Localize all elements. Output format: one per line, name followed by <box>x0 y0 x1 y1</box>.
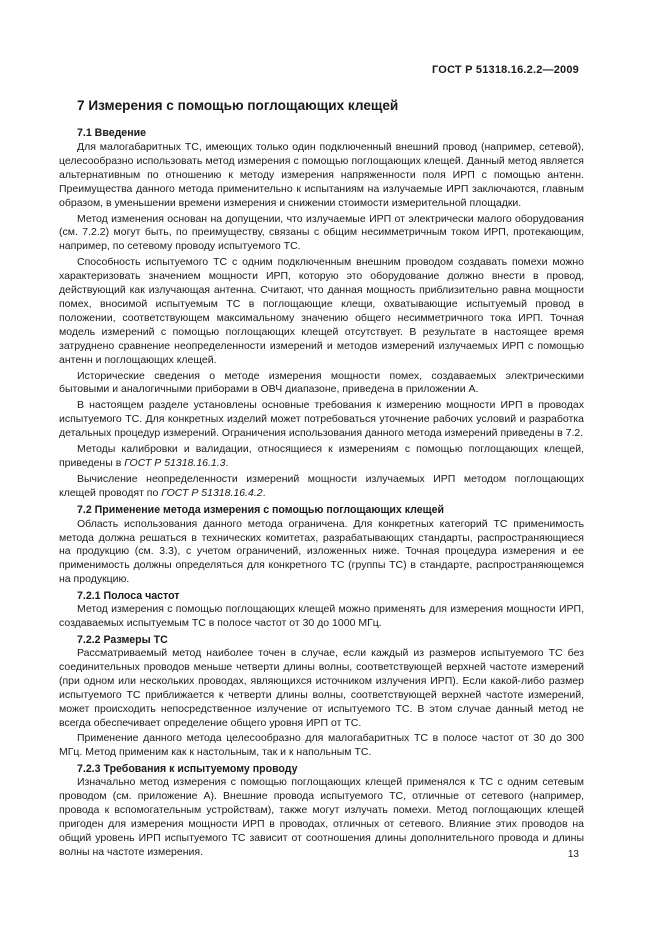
paragraph-with-reference <box>59 473 584 501</box>
paragraph: Область использования данного метода ограничена. Для конкретных категорий ТС применимость метода должна решаться в технических комитетах, разрабатывающих стандарты, распространяющиеся на продукцию (см. 3.3), с учетом ограничений, изложенных ниже. Точная процедура измерения и ее применимость должны определяться для конкретного ТС (группы ТС) в стандарте, распространяющемся на продукцию. <box>59 517 584 586</box>
section-7-2-3-title: 7.2.3 Требования к испытуемому проводу <box>77 763 298 776</box>
paragraph: Применение данного метода целесообразно для малогабаритных ТС в полосе частот от 30 до 300 МГц. Метод применим как к настольным, так и к напольным ТС. <box>59 732 584 759</box>
section-7-2-title: 7.2 Применение метода измерения с помощью поглощающих клещей <box>77 503 445 516</box>
paragraph-with-reference <box>59 443 584 471</box>
paragraph: Метод измерения с помощью поглощающих клещей можно применять для измерения мощности ИРП, создаваемых испытуемым ТС в полосе частот от 30 до 1000 МГц. <box>59 603 584 630</box>
standard-reference: ГОСТ Р 51318.16.1.3 <box>124 456 226 469</box>
section-7-2-1-title: 7.2.1 Полоса частот <box>77 590 180 603</box>
section-7-2-2-title: 7.2.2 Размеры ТС <box>77 634 168 646</box>
paragraph-text: Методы калибровки и валидации, относящиеся к измерениям с помощью поглощающих клещей, приведены в <box>59 443 584 469</box>
paragraph: В настоящем разделе установлены основные требования к измерению мощности ИРП в проводах испытуемого ТС. Для конкретных изделий может потребоваться уточнение рабочих условий и разработка детальных процедур измерений. Ограничения использования данного метода измерений приведены в 7.2. <box>59 399 584 440</box>
paragraph-text: . <box>225 456 229 469</box>
section-7-1-title: 7.1 Введение <box>77 127 147 139</box>
standard-reference: ГОСТ Р 51318.16.4.2 <box>161 486 263 499</box>
paragraph: Изначально метод измерения с помощью поглощающих клещей применялся к ТС с одним сетевым проводом (см. приложение А). Внешние провода испытуемого ТС, отличные от сетевого (например, провода к вспомогательным устройствам), также могут излучать помехи. Метод поглощающих клещей пригоден для измерения мощности ИРП в проводах, отличных от сетевого. Влияние этих проводов на общий уровень ИРП испытуемого ТС зависит от соотношения длины дополнительного провода и длины волны на частоте измерения. <box>59 776 584 858</box>
paragraph: Рассматриваемый метод наиболее точен в случае, если каждый из размеров испытуемого ТС без соединительных проводов меньше четверти длины волны, соответствующей верхней частоте измерений (при одном или нескольких проводах, являющихся источником излучения ИРП). Если какой-либо размер испытуемого ТС приближается к четверти длины волны, соответствующей верхней частоте измерений, может происходить непосредственное излучение от испытуемого ТС. В этом случае данный метод не всегда обеспечивает определение общего уровня ИРП от ТС. <box>59 647 584 729</box>
paragraph: Способность испытуемого ТС с одним подключенным внешним проводом создавать помехи можно характеризовать значением мощности ИРП, которую это оборудование должно внести в провод, действующий как излучающая антенна. Считают, что данная мощность приблизительно равна мощности помех, вносимой испытуемым ТС в поглощающие клещи, охватывающие испытуемый провод в положении, соответствующем максимальному значению общего несимметричного тока ИРП. Точная модель измерений с помощью поглощающих клещей отсутствует. В результате в настоящее время затруднено сравнение неопределенности измерений и методов измерений излучаемых ИРП с помощью антенн и поглощающих клещей. <box>59 256 584 366</box>
page-content <box>59 97 584 862</box>
page-number: 13 <box>567 849 579 860</box>
paragraph-text: Вычисление неопределенности измерений мощности излучаемых ИРП методом поглощающих клещей проводят по <box>59 472 584 499</box>
section-7-title: 7 Измерения с помощью поглощающих клещей <box>77 98 399 113</box>
document-header-id: ГОСТ Р 51318.16.2.2—2009 <box>432 64 579 76</box>
paragraph-text: . <box>262 486 266 499</box>
paragraph: Метод изменения основан на допущении, что излучаемые ИРП от электрически малого оборудования (см. 7.2.2) могут быть, по преимуществу, связаны с общим несимметричным током ИРП, протекающим, например, по сетевому проводу испытуемого ТС. <box>59 212 584 253</box>
paragraph: Исторические сведения о методе измерения мощности помех, создаваемых электрическими бытовыми и аналогичными приборами в ОВЧ диапазоне, приведена в приложении А. <box>59 369 584 396</box>
paragraph: Для малогабаритных ТС, имеющих только один подключенный внешний провод (например, сетевой), целесообразно использовать метод измерения с помощью поглощающих клещей. Данный метод является альтернативным по отношению к методу измерения напряженности поля ИРП с помощью антенн. Преимущества данного метода применительно к испытаниям на излучаемые ИРП заключаются, главным образом, в уменьшении времени измерения и снижении стоимости измерительной площадки. <box>59 141 584 209</box>
